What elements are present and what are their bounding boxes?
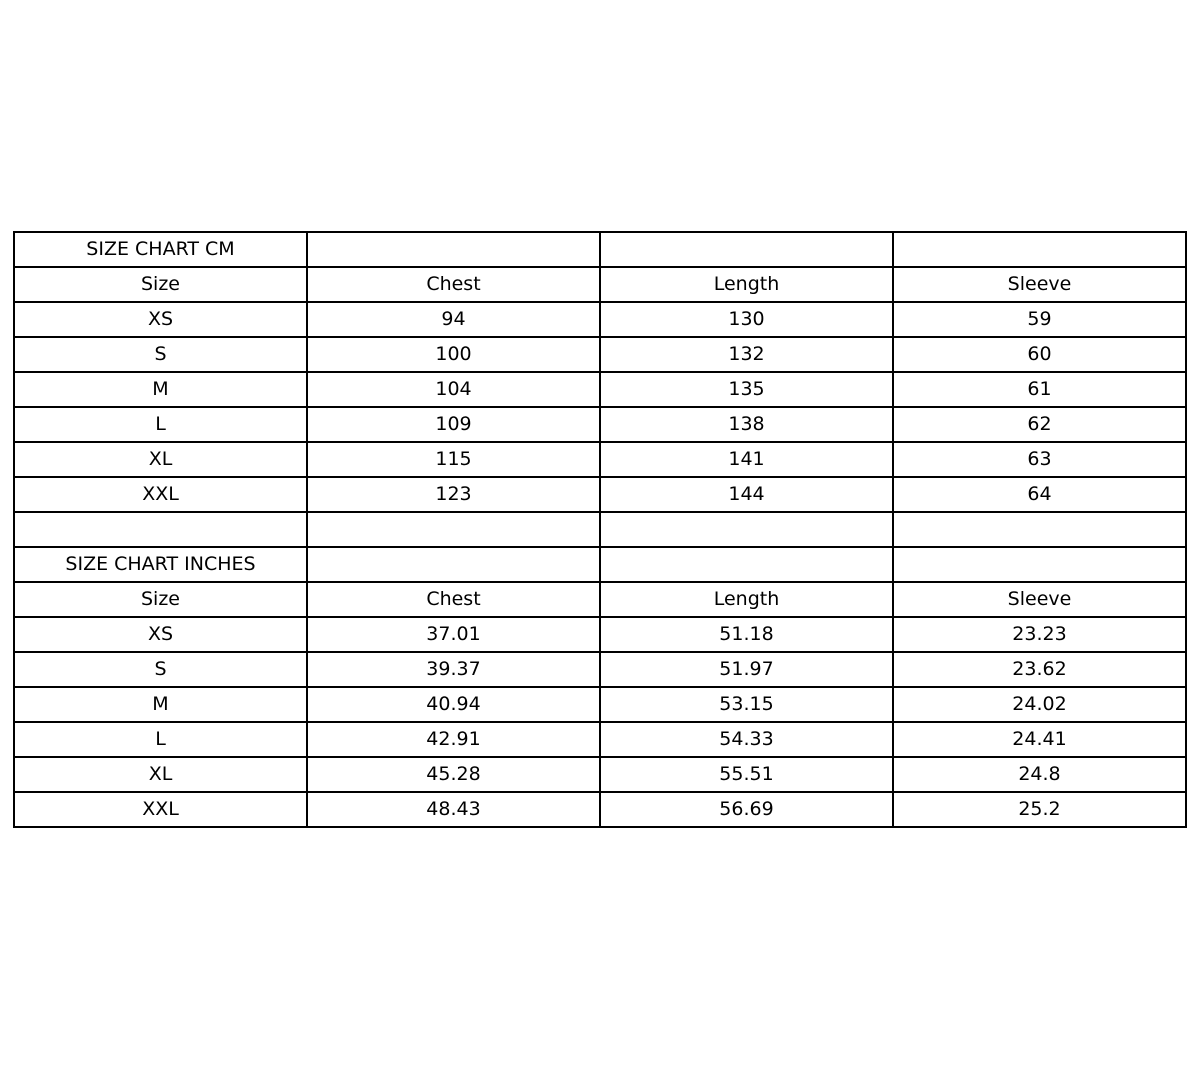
length-cell: 141 <box>600 442 893 477</box>
chest-cell: 115 <box>307 442 600 477</box>
length-cell: 55.51 <box>600 757 893 792</box>
size-cell: XL <box>14 757 307 792</box>
length-cell: 51.18 <box>600 617 893 652</box>
inches-header-row <box>14 582 1186 617</box>
sleeve-cell: 23.23 <box>893 617 1186 652</box>
chest-cell: 100 <box>307 337 600 372</box>
cm-header-sleeve: Sleeve <box>893 267 1186 302</box>
chest-cell: 104 <box>307 372 600 407</box>
empty-cell <box>307 512 600 547</box>
empty-cell <box>14 512 307 547</box>
empty-cell <box>893 512 1186 547</box>
table-row <box>14 302 1186 337</box>
spacer-row <box>14 512 1186 547</box>
sleeve-cell: 59 <box>893 302 1186 337</box>
inches-title-row <box>14 547 1186 582</box>
size-cell: XXL <box>14 477 307 512</box>
chest-cell: 109 <box>307 407 600 442</box>
table-row <box>14 757 1186 792</box>
length-cell: 138 <box>600 407 893 442</box>
cm-title-row <box>14 232 1186 267</box>
empty-cell <box>600 512 893 547</box>
size-cell: L <box>14 407 307 442</box>
size-cell: XXL <box>14 792 307 827</box>
table-row <box>14 477 1186 512</box>
inches-title-cell: SIZE CHART INCHES <box>14 547 307 582</box>
table-row <box>14 722 1186 757</box>
length-cell: 132 <box>600 337 893 372</box>
table-row <box>14 792 1186 827</box>
chest-cell: 123 <box>307 477 600 512</box>
length-cell: 130 <box>600 302 893 337</box>
size-cell: S <box>14 337 307 372</box>
length-cell: 135 <box>600 372 893 407</box>
sleeve-cell: 24.02 <box>893 687 1186 722</box>
inches-header-size: Size <box>14 582 307 617</box>
size-cell: M <box>14 372 307 407</box>
cm-header-size: Size <box>14 267 307 302</box>
table-row <box>14 617 1186 652</box>
sleeve-cell: 60 <box>893 337 1186 372</box>
chest-cell: 39.37 <box>307 652 600 687</box>
chest-cell: 42.91 <box>307 722 600 757</box>
sleeve-cell: 24.8 <box>893 757 1186 792</box>
chest-cell: 37.01 <box>307 617 600 652</box>
inches-header-chest: Chest <box>307 582 600 617</box>
sleeve-cell: 61 <box>893 372 1186 407</box>
chest-cell: 48.43 <box>307 792 600 827</box>
sleeve-cell: 24.41 <box>893 722 1186 757</box>
sleeve-cell: 63 <box>893 442 1186 477</box>
inches-header-length: Length <box>600 582 893 617</box>
empty-cell <box>893 547 1186 582</box>
empty-cell <box>600 232 893 267</box>
size-cell: S <box>14 652 307 687</box>
length-cell: 56.69 <box>600 792 893 827</box>
table-row <box>14 337 1186 372</box>
sleeve-cell: 62 <box>893 407 1186 442</box>
empty-cell <box>307 232 600 267</box>
chest-cell: 40.94 <box>307 687 600 722</box>
table-row <box>14 652 1186 687</box>
size-cell: XS <box>14 302 307 337</box>
size-chart-table <box>13 231 1187 828</box>
length-cell: 144 <box>600 477 893 512</box>
empty-cell <box>893 232 1186 267</box>
cm-title-cell: SIZE CHART CM <box>14 232 307 267</box>
length-cell: 51.97 <box>600 652 893 687</box>
size-chart-body <box>14 232 1186 827</box>
length-cell: 53.15 <box>600 687 893 722</box>
table-row <box>14 442 1186 477</box>
empty-cell <box>600 547 893 582</box>
chest-cell: 94 <box>307 302 600 337</box>
cm-header-chest: Chest <box>307 267 600 302</box>
chest-cell: 45.28 <box>307 757 600 792</box>
sleeve-cell: 64 <box>893 477 1186 512</box>
table-row <box>14 687 1186 722</box>
size-cell: M <box>14 687 307 722</box>
table-row <box>14 407 1186 442</box>
sleeve-cell: 25.2 <box>893 792 1186 827</box>
size-cell: XS <box>14 617 307 652</box>
table-row <box>14 372 1186 407</box>
cm-header-length: Length <box>600 267 893 302</box>
inches-header-sleeve: Sleeve <box>893 582 1186 617</box>
size-cell: L <box>14 722 307 757</box>
size-cell: XL <box>14 442 307 477</box>
length-cell: 54.33 <box>600 722 893 757</box>
cm-header-row <box>14 267 1186 302</box>
empty-cell <box>307 547 600 582</box>
sleeve-cell: 23.62 <box>893 652 1186 687</box>
